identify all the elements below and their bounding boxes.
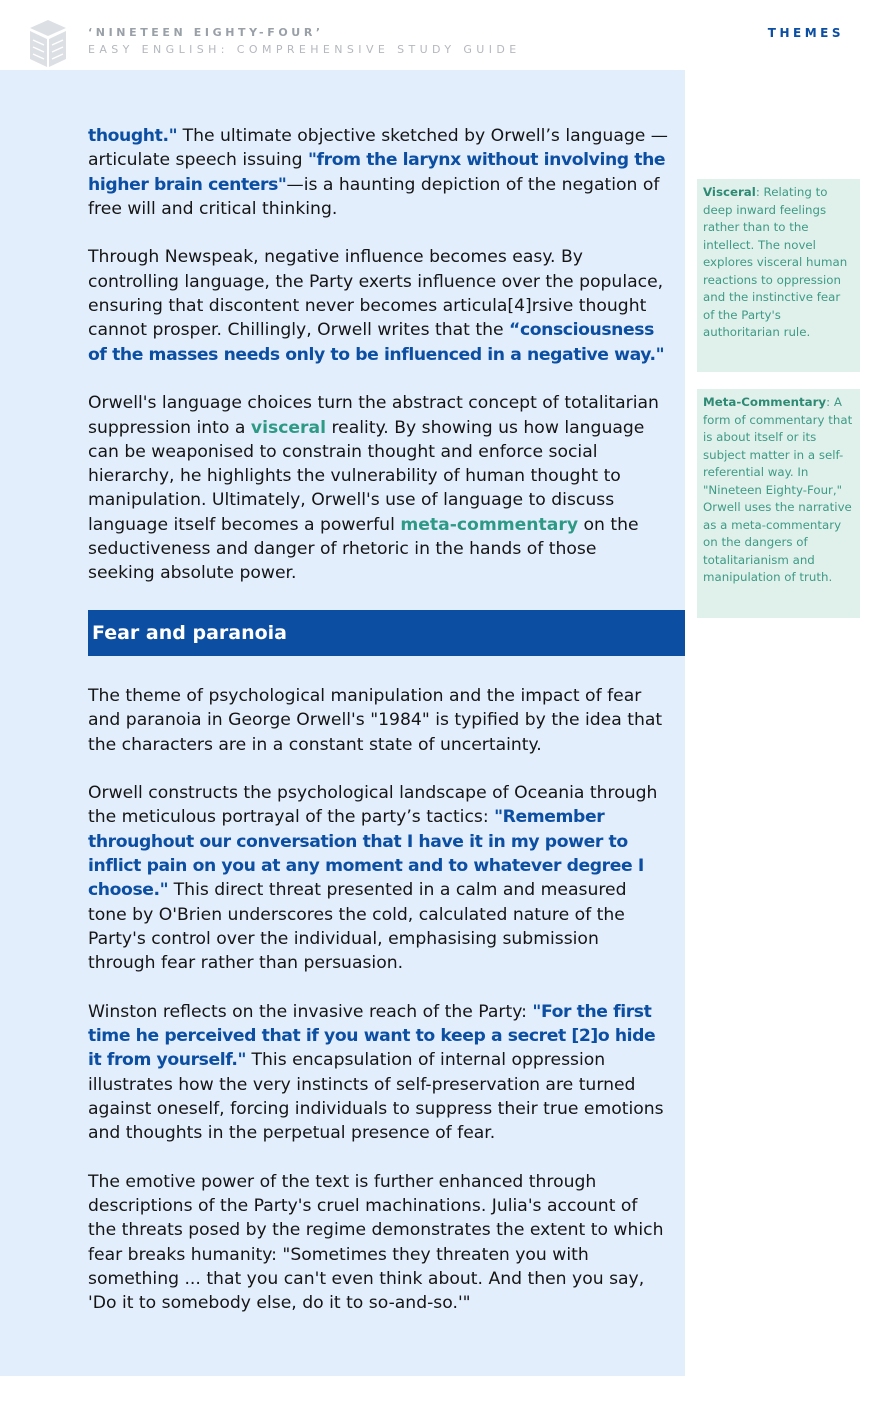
body-text: —is a haunting depiction of the negation of free will and critical thinking. [88, 174, 660, 219]
glossary-term-visceral[interactable]: visceral [250, 417, 327, 438]
quote: "For the first time he perceived that if you want to keep a secret [2]o hide it from yourself." [88, 1001, 656, 1071]
glossary-note-meta-commentary [697, 389, 860, 618]
body-text: reality. By showing us how language can be weaponised to constrain thought and enforce social hierarchy, he highlights the vulnerability of human thought to manipulation. Ultimately, Orwell's use of language to discuss language itself becomes a powerful [88, 417, 645, 535]
glossary-term-meta-commentary[interactable]: meta-commentary [400, 514, 579, 535]
glossary-note-visceral [697, 179, 860, 372]
main-content-panel [0, 70, 685, 1376]
paragraph-6 [88, 1000, 668, 1146]
paragraph-7 [88, 1170, 668, 1316]
body-text: This encapsulation of internal oppression illustrates how the very instincts of self-preservation are turned against oneself, forcing individuals to suppress their true emotions and thoughts in the perpetual presence of fear. [88, 1050, 664, 1144]
section-label: THEMES [767, 26, 844, 40]
note-definition: : Relating to deep inward feelings rather than to the intellect. The novel explores visceral human reactions to oppression and the instinctive fear of the Party's authoritarian rule. [703, 185, 848, 339]
body-text: Orwell constructs the psychological landscape of Oceania through the meticulous portrayal of the party’s tactics: [88, 783, 658, 828]
body-text: Orwell's language choices turn the abstract concept of totalitarian suppression into a [88, 393, 659, 438]
body-text: This direct threat presented in a calm and measured tone by O'Brien underscores the cold, calculated nature of the Party's control over the individual, emphasising submission through fear rather than persuasion. [88, 880, 627, 974]
book-stack-icon [26, 18, 70, 70]
content-body [88, 124, 668, 1340]
body-text: The ultimate objective sketched by Orwell’s language —articulate speech issuing [88, 126, 668, 171]
guide-subtitle: EASY ENGLISH: COMPREHENSIVE STUDY GUIDE [88, 43, 521, 56]
note-box [697, 389, 860, 618]
body-text: The emotive power of the text is further enhanced through descriptions of the Party's cruel machinations. Julia's account of the threats posed by the regime demonstrates the extent to which fear breaks humanity: "Sometimes they threaten you with something ... that you can't even think about. And then you say, 'Do it to somebody else, do it to so-and-so.'" [88, 1171, 664, 1314]
quote: "Remember throughout our conversation that I have it in my power to inflict pain on you at any moment and to whatever degree I choose." [88, 807, 644, 901]
page-header [0, 0, 880, 70]
paragraph-2 [88, 245, 668, 366]
body-text: Winston reflects on the invasive reach of the Party: [88, 1001, 533, 1022]
body-text: on the seductiveness and danger of rhetoric in the hands of those seeking absolute power. [88, 514, 639, 584]
note-box [697, 179, 860, 372]
quote: "from the larynx without involving the higher brain centers" [88, 150, 666, 195]
body-text: The theme of psychological manipulation and the impact of fear and paranoia in George Orwell's "1984" is typified by the idea that the characters are in a constant state of uncertainty. [88, 685, 663, 755]
note-term: Visceral [703, 185, 756, 199]
quote: “consciousness of the masses needs only to be influenced in a negative way." [88, 320, 665, 365]
note-definition: : A form of commentary that is about itself or its subject matter in a self-referential way. In "Nineteen Eighty-Four," Orwell uses the narrative as a meta-commentary on the dangers of totalitarianism and manipulation of truth. [703, 395, 853, 584]
book-title: ‘NINETEEN EIGHTY-FOUR’ [88, 26, 324, 39]
body-text: Through Newspeak, negative influence becomes easy. By controlling language, the Party exerts influence over the populace, ensuring that discontent never becomes articula[4]rsive thought cannot prosper. Chillingly, Orwell writes that the [88, 247, 664, 341]
paragraph-4 [88, 684, 668, 757]
paragraph-1 [88, 124, 668, 221]
paragraph-3 [88, 391, 668, 585]
quote: thought." [88, 126, 178, 146]
section-heading: Fear and paranoia [88, 610, 685, 656]
note-term: Meta-Commentary [703, 395, 827, 409]
paragraph-5 [88, 781, 668, 975]
